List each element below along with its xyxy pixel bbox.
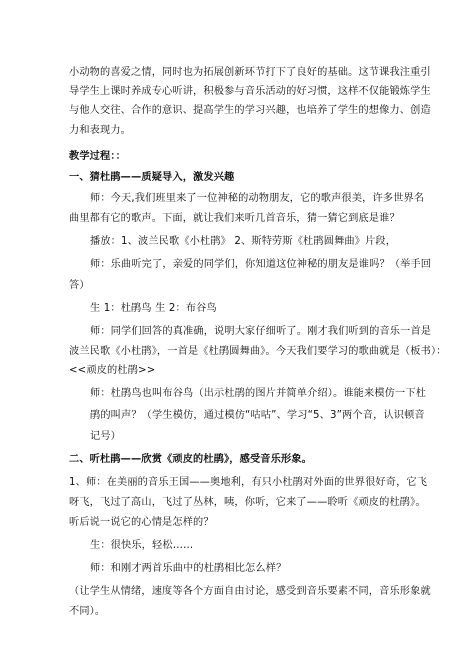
paragraph-line: 师：乐曲听完了，亲爱的同学们，你知道这位神秘的朋友是谁吗？（举手回 <box>90 259 432 270</box>
paragraph-line: 鹃的叫声？（学生模仿，通过模仿“咕咕”、学习“5、3”两个音，认识顿音 <box>90 410 425 421</box>
paragraph-line: 生：很快乐，轻松…… <box>90 540 194 551</box>
paragraph-line: 导学生上课时养成专心听讲，积极参与音乐活动的好习惯，这样不仅能锻炼学生 <box>69 86 431 97</box>
paragraph-line: （让学生从情绪，速度等各个方面自由讨论，感受到音乐要素不同，音乐形象就 <box>69 586 431 597</box>
paragraph-line: 听后说一说它的心情是怎样的？ <box>69 517 214 528</box>
paragraph-line: 波兰民歌《小杜鹃》，一首是《杜鹃圆舞曲》。今天我们要学习的歌曲就是（板书）： <box>69 346 447 357</box>
paragraph-line: 不同）。 <box>69 606 106 617</box>
paragraph-line: 与他人交往、合作的意识、提高学生的学习兴趣，也培养了学生的想像力、创造 <box>69 105 431 116</box>
paragraph-line: 播放：1、波兰民歌《小杜鹃》 2、斯特劳斯《杜鹃圆舞曲》片段， <box>90 236 397 247</box>
paragraph-line: 师：和刚才两首乐曲中的杜鹃相比怎么样？ <box>90 563 287 574</box>
paragraph-line: 生 1：杜鹃鸟 生 2：布谷鸟 <box>90 303 217 314</box>
paragraph-line: <<顽皮的杜鹃>> <box>69 365 156 376</box>
paragraph-line: 记号） <box>90 431 122 442</box>
paragraph-line: 师：同学们回答的真准确，说明大家仔细听了。刚才我们听到的音乐一首是 <box>90 326 432 337</box>
paragraph-line: 力和表现力。 <box>69 125 132 136</box>
paragraph-line: 师：杜鹃鸟也叫布谷鸟（出示杜鹃的图片并简单介绍）。谁能来模仿一下杜 <box>90 388 427 399</box>
paragraph-line: 呀飞，飞过了高山，飞过了丛林，咦，你听，它来了——聆听《顽皮的杜鹃》。 <box>69 497 426 508</box>
paragraph-line: 小动物的喜爱之情，同时也为拓展创新环节打下了良好的基础。这节课我注重引 <box>69 67 431 78</box>
section-heading: 教学过程：： <box>69 151 126 162</box>
paragraph-line: 1、师：在美丽的音乐王国——奥地利，有只小杜鹃对外面的世界很好奇，它飞 <box>69 477 428 488</box>
paragraph-line: 师：今天,我们班里来了一位神秘的动物朋友，它的歌声很美，许多世界名 <box>90 193 425 204</box>
paragraph-line: 曲里都有它的歌声。下面，就让我们来听几首音乐，猜一猜它到底是谁？ <box>69 213 400 224</box>
paragraph-line: 答） <box>69 280 90 291</box>
section-heading: 二、听杜鹃——欣赏《顽皮的杜鹃》，感受音乐形象。 <box>69 454 312 465</box>
section-heading: 一、猜杜鹃——质疑导入，激发兴趣 <box>69 172 235 183</box>
